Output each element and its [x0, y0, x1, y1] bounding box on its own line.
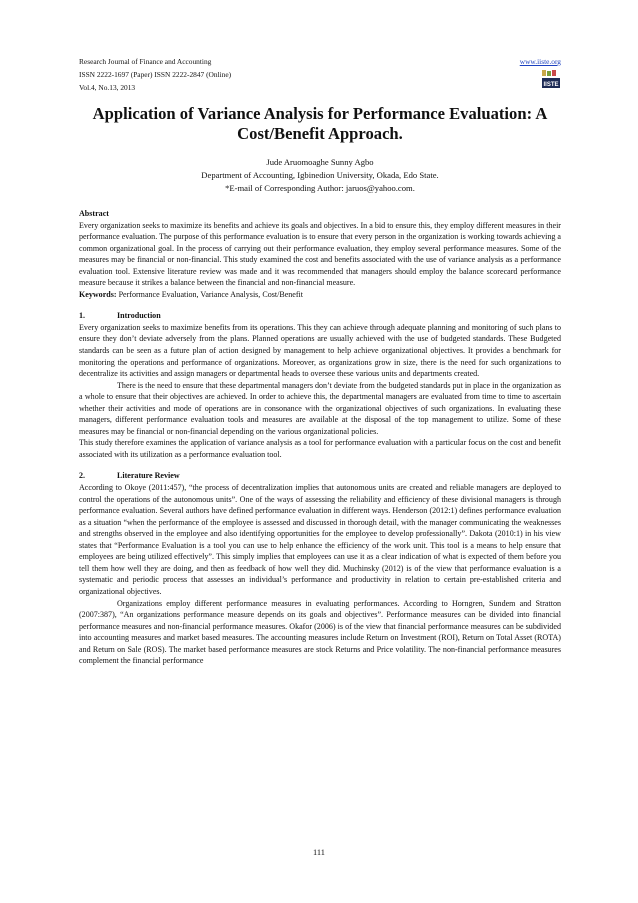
section-2-number: 2. — [79, 471, 86, 481]
logo-lettering: IISTE — [543, 82, 559, 88]
journal-issn: ISSN 2222-1697 (Paper) ISSN 2222-2847 (Online) — [79, 70, 232, 80]
section-1-heading — [79, 310, 561, 322]
author-email: *E-mail of Corresponding Author: jaruos@yahoo.com. — [225, 183, 415, 194]
keywords-label: Keywords: — [79, 289, 117, 299]
paper-title — [79, 104, 561, 144]
paper-title-line-2: Cost/Benefit Approach. — [237, 124, 403, 143]
author-affiliation: Department of Accounting, Igbinedion University, Okada, Edo State. — [201, 170, 439, 181]
journal-header — [79, 55, 561, 95]
journal-volume: Vol.4, No.13, 2013 — [79, 83, 136, 93]
section-1-paragraph-1: Every organization seeks to maximize benefits from its operations. This they can achieve through adequate planning and monitoring of such plans to ensure they don’t deviate adversely from the plans. Planned operations are usually achieved with the use of budgeted standards. These Budgeted standards can be seen as a future plan of action designed by management to help achieve organizational objectives. It provides a benchmark for monitoring the operations and performance of organizations. Moreover, as organizations grow in size, there is the need for such organizations to decentralize its activities and assign managers or departmental heads to oversee these various units and departments created. — [79, 322, 561, 379]
section-2-paragraph-2: Organizations employ different performance measures in evaluating performances. According to Horngren, Sundem and Stratton (2007:387), “An organizations performance measure depends on its goals and objectives”. Performance measures can be divided into financial performance measures and non-financial performance measures. Okafor (2006) is of the view that financial performance measures can be subdivided into accounting measures and market based measures. The accounting measures include Return on Investment (ROI), Return on Total Asset (ROTA) and Return on Sale (ROS). The market based performance measures are stock Returns and Price volatility. The non-financial performance measures complement the financial performance — [79, 598, 561, 666]
keywords-text: Performance Evaluation, Variance Analysis, Cost/Benefit — [118, 289, 304, 299]
paper-body — [79, 208, 561, 667]
section-1-paragraph-2: There is the need to ensure that these departmental managers don’t deviate from the budgeted standards put in place in the organization as a whole to ensure that their objectives are achieved. In order to achieve this, the departmental managers are evaluated from time to time to ascertain whether their activities and mode of operations are in consonance with the organizational objectives of such organizations. In evaluating these managers, different performance evaluation tools and measures are available at the disposal of the top management to utilize. Some of these measures may be financial or non-financial depending on the various organizational policies. — [79, 380, 561, 436]
section-1-paragraph-3: This study therefore examines the application of variance analysis as a tool for performance evaluation with a particular focus on the cost and benefit associated with its utilization as a performance evaluation tool. — [79, 438, 561, 459]
section-1-title: Introduction — [117, 311, 161, 321]
section-2-paragraph-1: According to Okoye (2011:457), “the process of decentralization implies that autonomous units are created and reliable managers are deployed to control the operations of the autonomous units”. One of the ways of assessing the reliability and efficiency of these divisional managers is through performance evaluation. Several authors have defined performance evaluation in different ways. Henderson (2012:1) defines performance evaluation as a situation “when the performance of the employee is assessed and discussed in thorough detail, with the manager communicating the weaknesses and strengths observed in the employee and also identifying opportunities for the employee to develop professionally”. Dakota (2010:1) in his view states that “Performance Evaluation is a tool you can use to help enhance the efficiency of the work unit. This tool is a means to help ensure that employees are being utilized effectively”. This simply implies that employees can use it as a clear indication of what is expected of them before you tell them how well they are doing, and then as feedback of how well they did. Muchinsky (2012) is of the view that performance evaluation is a systematic and periodic process that assesses an individual’s performance and productivity in relation to certain pre-established criteria and organizational objectives. — [79, 483, 561, 596]
journal-website-link[interactable]: www.iiste.org — [519, 57, 561, 66]
page-number: 111 — [313, 848, 325, 857]
section-1-number: 1. — [79, 311, 86, 321]
iiste-logo-icon — [541, 69, 561, 89]
section-2-title: Literature Review — [117, 471, 180, 481]
section-2-heading — [79, 470, 561, 482]
journal-name: Research Journal of Finance and Accounting — [79, 57, 212, 66]
author-names: Jude Aruomoaghe Sunny Agbo — [266, 157, 374, 167]
abstract-heading: Abstract — [79, 209, 109, 218]
keywords-line — [79, 289, 561, 301]
author-block — [79, 156, 561, 196]
abstract-text: Every organization seeks to maximize its benefits and achieve its goals and objectives. In a bid to ensure this, they employ different measures in their performance evaluation. The purpose of this performance evaluation is to ensure that every person in the organization is working towards achieving a common organizational goal. In the process of carrying out their performance evaluation, they employ several performance measures. Some of the measures may be financial or non-financial. This study examined the cost and benefits associated with the use of variance analysis as a performance evaluation tool. Extensive literature review was made and it was recommended that managers should employ the balance scorecard performance measure because it strikes a balance between the financial and non-financial measure. — [79, 220, 561, 288]
paper-title-line-1: Application of Variance Analysis for Performance Evaluation: A — [92, 104, 548, 123]
